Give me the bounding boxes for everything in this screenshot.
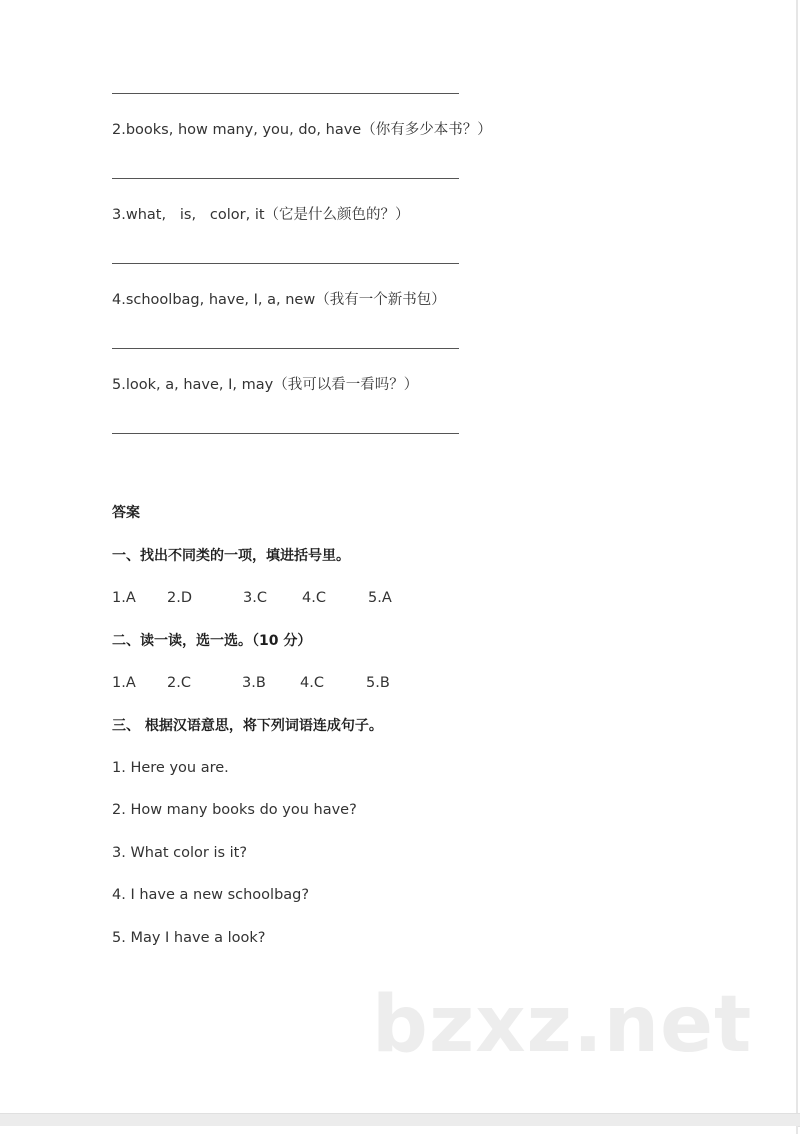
exercise-item-5: 5.look, a, have, I, may（我可以看一看吗？） — [112, 377, 419, 393]
answer-blank-line — [112, 433, 459, 434]
section1-heading: 一、找出不同类的一项，填进括号里。 — [112, 548, 350, 564]
exercise-item-2: 2.books, how many, you, do, have（你有多少本书？） — [112, 122, 492, 138]
answer-blank-line — [112, 93, 459, 94]
sentence-answer: 3. What color is it? — [112, 845, 248, 861]
sentence-answer: 1. Here you are. — [112, 760, 229, 776]
answer-item: 3.C — [243, 590, 267, 606]
answer-item: 5.A — [368, 590, 392, 606]
answer-item: 2.D — [167, 590, 192, 606]
exercise-item-4: 4.schoolbag, have, I, a, new（我有一个新书包） — [112, 292, 446, 308]
sentence-answer: 5. May I have a look? — [112, 930, 266, 946]
answer-blank-line — [112, 178, 459, 179]
answer-item: 1.A — [112, 590, 136, 606]
sentence-answer: 2. How many books do you have? — [112, 802, 357, 818]
answer-item: 5.B — [366, 675, 390, 691]
answer-blank-line — [112, 263, 459, 264]
sentence-answer: 4. I have a new schoolbag? — [112, 887, 310, 903]
section2-heading: 二、读一读，选一选。（10 分） — [112, 633, 312, 649]
exercise-item-3: 3.what, is, color, it（它是什么颜色的？） — [112, 207, 410, 223]
page-separator — [0, 1113, 800, 1127]
next-page-top — [0, 1126, 798, 1134]
answers-title: 答案 — [112, 505, 140, 521]
answer-item: 4.C — [302, 590, 326, 606]
answer-item: 1.A — [112, 675, 136, 691]
answer-blank-line — [112, 348, 459, 349]
answer-item: 3.B — [242, 675, 266, 691]
section3-heading: 三、 根据汉语意思，将下列词语连成句子。 — [112, 718, 383, 734]
watermark: bzxz.net — [372, 980, 753, 1070]
answer-item: 4.C — [300, 675, 324, 691]
answer-item: 2.C — [167, 675, 191, 691]
